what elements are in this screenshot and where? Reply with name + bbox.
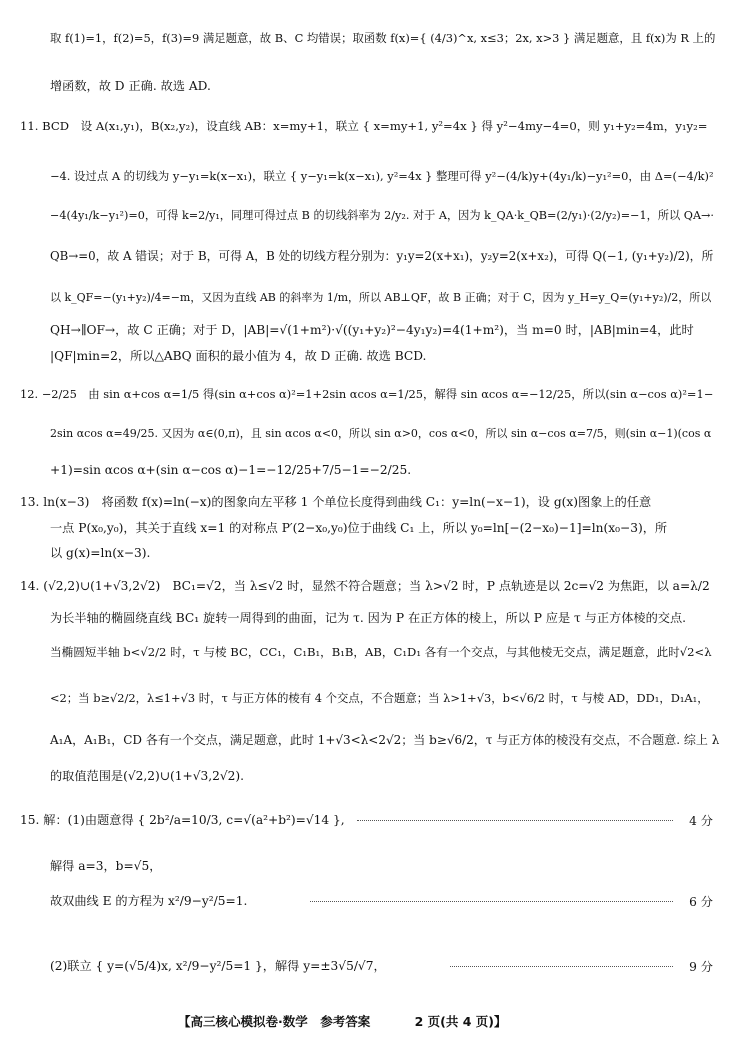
- text-line: 14. (√2,2)∪(1+√3,2√2) BC₁=√2，当 λ≤√2 时，显然不符合题意；当 λ>√2 时，P 点轨迹是以 2c=√2 为焦距，以 a=λ/2: [20, 579, 710, 593]
- text-line: 当椭圆短半轴 b<√2/2 时，τ 与棱 BC，CC₁，C₁B₁，B₁B，AB，C₁D₁ 各有一个交点，与其他棱无交点，满足题意，此时√2<λ: [50, 645, 712, 659]
- leader-dots: [357, 820, 673, 821]
- score-row: [50, 958, 713, 976]
- footer-title: 【高三核心模拟卷·数学 参考答案: [178, 1014, 371, 1029]
- text-line: QH→∥OF→，故 C 正确；对于 D，|AB|=√(1+m²)·√((y₁+y₂)²−4y₁y₂)=4(1+m²)，当 m=0 时，|AB|min=4，此时: [50, 323, 694, 337]
- text-line: 2sin αcos α=49/25. 又因为 α∈(0,π)，且 sin αcos α<0，所以 sin α>0，cos α<0，所以 sin α−cos α=7/5，则(sin α−1)(cos α: [50, 427, 712, 440]
- text-line: +1)=sin αcos α+(sin α−cos α)−1=−12/25+7/5−1=−2/25.: [50, 463, 412, 477]
- leader-dots: [310, 901, 673, 902]
- score-value: 4 分: [689, 814, 713, 828]
- text-line: 解得 a=3，b=√5，: [50, 859, 162, 873]
- text-line: 12. −2/25 由 sin α+cos α=1/5 得(sin α+cos α)²=1+2sin αcos α=1/25，解得 sin αcos α=−12/25，所以(sin α−cos α)²=1−: [20, 387, 714, 401]
- score-row: [50, 812, 713, 830]
- text-line: 13. ln(x−3) 将函数 f(x)=ln(−x)的图象向左平移 1 个单位长度得到曲线 C₁：y=ln(−x−1)，设 g(x)图象上的任意: [20, 495, 652, 509]
- text-line: QB→=0，故 A 错误；对于 B，可得 A，B 处的切线方程分别为：y₁y=2(x+x₁)，y₂y=2(x+x₂)，可得 Q(−1, (y₁+y₂)/2)，所: [50, 249, 714, 263]
- text-line: 取 f(1)=1，f(2)=5，f(3)=9 满足题意，故 B、C 均错误；取函数 f(x)={ (4/3)^x, x≤3；2x, x>3 } 满足题意，且 f(x)为 R 上的: [50, 31, 716, 45]
- text-line: A₁A，A₁B₁，CD 各有一个交点，满足题意，此时 1+√3<λ<2√2；当 b≥√6/2，τ 与正方体的棱没有交点，不合题意. 综上 λ: [50, 733, 720, 747]
- q15-part2-label: (2)联立 { y=(√5/4)x, x²/9−y²/5=1 }，解得 y=±3√5/√7，: [50, 959, 386, 973]
- score-value: 9 分: [689, 960, 713, 974]
- page-number: 2 页(共 4 页)】: [414, 1014, 507, 1029]
- text-line: 为长半轴的椭圆绕直线 BC₁ 旋转一周得到的曲面，记为 τ. 因为 P 在正方体的棱上，所以 P 应是 τ 与正方体棱的交点.: [50, 611, 687, 625]
- text-line: 一点 P(x₀,y₀)，其关于直线 x=1 的对称点 P′(2−x₀,y₀)位于曲线 C₁ 上，所以 y₀=ln[−(2−x₀)−1]=ln(x₀−3)，所: [50, 521, 668, 535]
- text-line: |QF|min=2，所以△ABQ 面积的最小值为 4，故 D 正确. 故选 BCD.: [50, 349, 427, 363]
- q15-part1-label: 15. 解：(1)由题意得 { 2b²/a=10/3, c=√(a²+b²)=√14 },: [20, 813, 345, 827]
- text-line: 以 k_QF=−(y₁+y₂)/4=−m，又因为直线 AB 的斜率为 1/m，所以 AB⊥QF，故 B 正确；对于 C，因为 y_H=y_Q=(y₁+y₂)/2，所以: [50, 291, 712, 304]
- text-line: 增函数，故 D 正确. 故选 AD.: [50, 79, 211, 93]
- text-line: −4(4y₁/k−y₁²)=0，可得 k=2/y₁，同理可得过点 B 的切线斜率为 2/y₂. 对于 A，因为 k_QA·k_QB=(2/y₁)·(2/y₂)=−1，所以 QA→·: [50, 209, 714, 222]
- leader-dots: [450, 966, 673, 967]
- score-value: 6 分: [689, 895, 713, 909]
- text-line: 11. BCD 设 A(x₁,y₁)，B(x₂,y₂)，设直线 AB：x=my+1，联立 { x=my+1, y²=4x } 得 y²−4my−4=0，则 y₁+y₂=4m，y₁y₂=: [20, 119, 708, 133]
- score-row: [50, 893, 713, 911]
- page-footer: [178, 1012, 507, 1030]
- text-line: 以 g(x)=ln(x−3).: [50, 546, 151, 560]
- text-line: −4. 设过点 A 的切线为 y−y₁=k(x−x₁)，联立 { y−y₁=k(x−x₁), y²=4x } 整理可得 y²−(4/k)y+(4y₁/k)−y₁²=0，由 Δ=(−4/k)²: [50, 169, 714, 183]
- q15-equation-label: 故双曲线 E 的方程为 x²/9−y²/5=1.: [50, 894, 248, 908]
- text-line: <2；当 b≥√2/2，λ≤1+√3 时，τ 与正方体的棱有 4 个交点，不合题意；当 λ>1+√3，b<√6/2 时，τ 与棱 AD，DD₁，D₁A₁，: [50, 691, 709, 705]
- text-line: 的取值范围是(√2,2)∪(1+√3,2√2).: [50, 769, 245, 783]
